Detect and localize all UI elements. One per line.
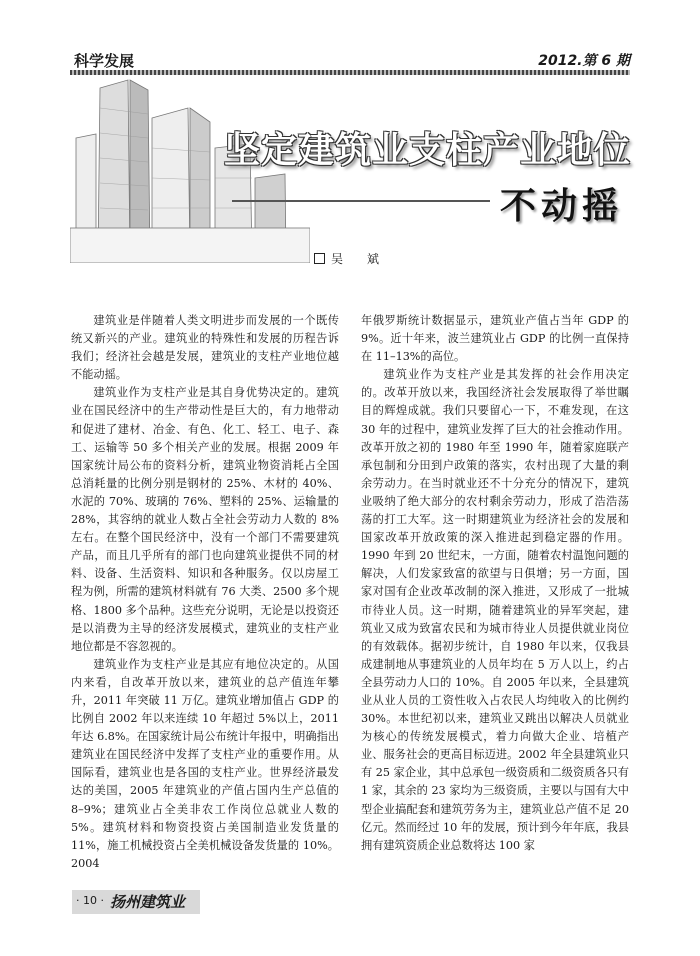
author-line [314, 250, 385, 267]
page-number: · 10 · [76, 894, 104, 907]
issue-label: 2012.第 6 期 [538, 53, 630, 69]
paragraph: 建筑业作为支柱产业是其自身优势决定的。建筑业在国民经济中的生产带动性是巨大的，有力地带动和促进了建材、冶金、有色、化工、轻工、电子、森工、运输等 50 多个相关产业的发展。根据 2009 年国家统计局公布的资料分析，建筑业物资消耗占全国总消耗量的比例分别是钢材的 25%、木材的 40%、水泥的 70%、玻璃的 76%、塑料的 25%、运输量的 28%，其容纳的就业人数占全社会劳动力人数的 8%左右。在整个国民经济中，没有一个部门不需要建筑产品，而且几乎所有的部门也向建筑业提供不同的材料、设备、生活资料、知识和各种服务。仅以房屋工程为例，所需的建筑材料就有 76 大类、2500 多个规格、1800 多个品种。这些充分说明，无论是以投资还是以消费为主导的经济发展模式，建筑业的支柱产业地位都是不容忽视的。 [71, 386, 339, 653]
paragraph: 建筑业作为支柱产业是其应有地位决定的。从国内来看，自改革开放以来，建筑业的总产值连年攀升，2011 年突破 11 万亿。建筑业增加值占 GDP 的比例自 2002 年以来连续 10 年超过 5%以上，2011 年达 6.8%。在国家统计局公布统计年报中，明确指出建筑业在国民经济中发挥了支柱产业的重要作用。从国际看，建筑业也是各国的支柱产业。世界经济最发达的美国，2005 年建筑业的产值占国内生产总值的 8–9%；建筑业占全美非农工作岗位总就业人数的 5%。建筑材料和物资投资占美国制造业发货量的 11%，施工机械投资占全美机械设备发货量的 10%。2004 [71, 657, 339, 870]
paragraph: 年俄罗斯统计数据显示，建筑业产值占当年 GDP 的 9%。近十年来，波兰建筑业占 GDP 的比例一直保持在 11–13%的高位。 [361, 314, 629, 364]
header-rule [70, 70, 630, 75]
author-box-icon [314, 253, 325, 264]
article-title: 坚定建筑业支柱产业地位 [224, 130, 632, 171]
paragraph: 建筑业作为支柱产业是其发挥的社会作用决定的。改革开放以来，我国经济社会发展取得了举世瞩目的辉煌成就。我们只要留心一下，不难发现，在这 30 年的过程中，建筑业发挥了巨大的社会推动作用。改革开放之初的 1980 年至 1990 年，随着家庭联产承包制和分田到户政策的落实，农村出现了大量的剩余劳动力。在当时就业还不十分充分的情况下，建筑业吸纳了绝大部分的农村剩余劳动力，形成了浩浩荡荡的打工大军。这一时期建筑业为经济社会的发展和国家改革开放政策的深入推进起到稳定器的作用。1990 年到 20 世纪末，一方面，随着农村温饱问题的解决，人们发家致富的欲望与日俱增；另一方面，国家对国有企业改革改制的深入推进，又形成了一批城市待业人员。这一时期，随着建筑业的异军突起，建筑业又成为致富农民和为城市待业人员提供就业岗位的有效载体。据初步统计，自 1980 年以来，仅我县成建制地从事建筑业的人员年均在 5 万人以上，约占全县劳动力人口的 10%。自 2005 年以来，全县建筑业从业人员的工资性收入占农民人均纯收入的比例约 30%。本世纪初以来，建筑业又跳出以解决人员就业为核心的传统发展模式，着力向做大企业、培植产业、服务社会的更高目标迈进。2002 年全县建筑业只有 25 家企业，其中总承包一级资质和二级资质各只有 1 家，其余的 23 家均为三级资质，主要以与国有大中型企业搞配套和建筑劳务为主，建筑业总产值不足 20 亿元。然而经过 10 年的发展，预计到今年年底，我县拥有建筑资质企业总数将达 100 家 [361, 368, 629, 852]
section-label: 科学发展 [74, 52, 135, 70]
journal-logo: 扬州建筑业 [110, 893, 186, 911]
body-column-right [361, 312, 629, 855]
article-title-emphasis: 不动摇 [500, 186, 624, 227]
author-name: 吴 斌 [331, 252, 386, 266]
body-column-left [71, 312, 339, 873]
paragraph: 建筑业是伴随着人类文明进步而发展的一个既传统又新兴的产业。建筑业的特殊性和发展的历程告诉我们；经济社会越是发展，建筑业的支柱产业地位越不能动摇。 [71, 314, 339, 382]
title-rule [232, 200, 490, 202]
